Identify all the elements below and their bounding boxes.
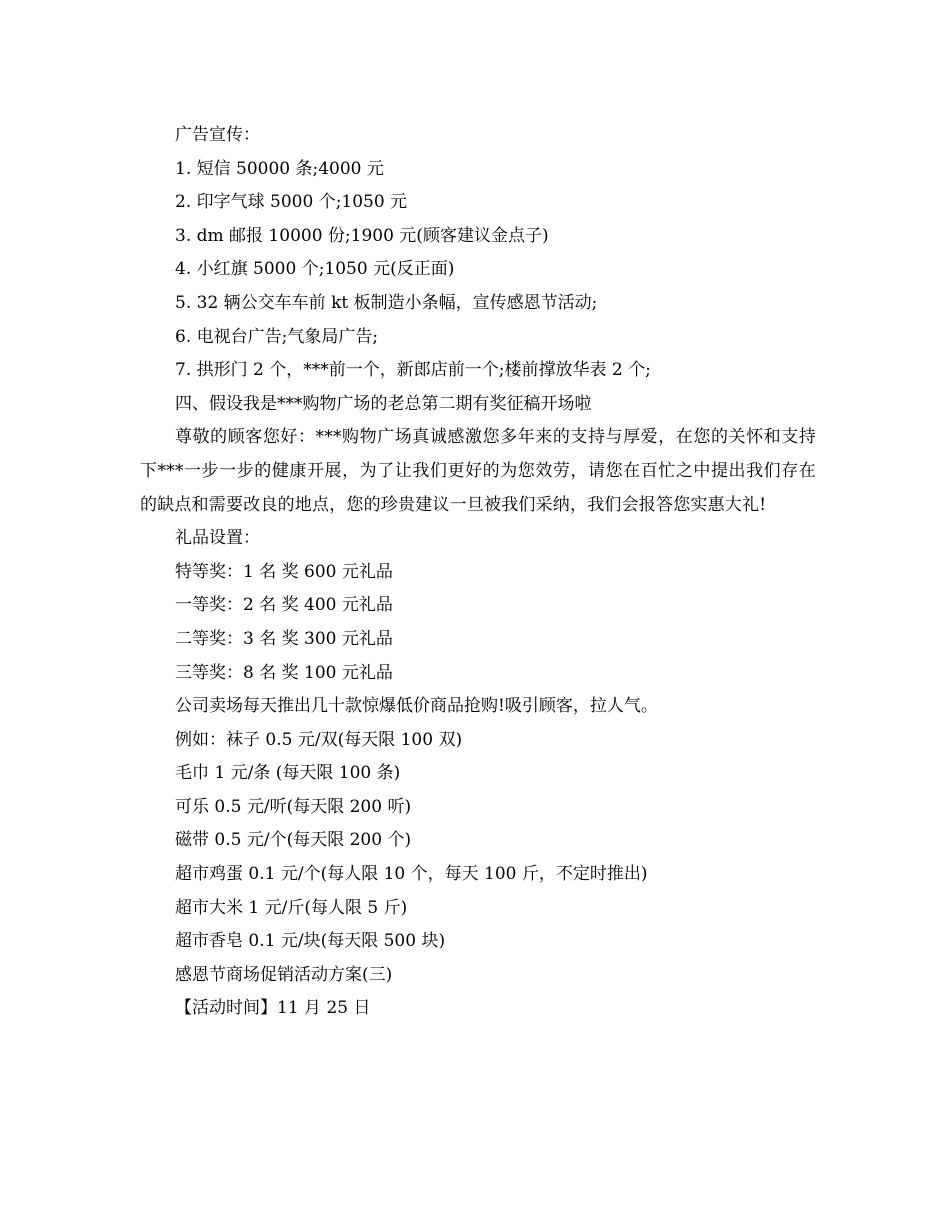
deal-line: 超市鸡蛋 0.1 元/个(每人限 10 个，每天 100 斤，不定时推出): [175, 864, 648, 885]
promo-line: 公司卖场每天推出几十款惊爆低价商品抢购!吸引顾客，拉人气。: [175, 696, 658, 717]
section-title-plan-three: 感恩节商场促销活动方案(三): [175, 964, 393, 985]
list-item: 4. 小红旗 5000 个;1050 元(反正面): [175, 259, 455, 280]
section-heading-advertising: 广告宣传：: [175, 125, 260, 145]
deal-line: 超市香皂 0.1 元/块(每天限 500 块): [175, 931, 446, 952]
document-body: [140, 119, 816, 1026]
list-item: 6. 电视台广告;气象局广告;: [175, 326, 379, 347]
list-item: 1. 短信 50000 条;4000 元: [175, 158, 384, 179]
customer-letter-paragraph: 尊敬的顾客您好：***购物广场真诚感激您多年来的支持与厚爱，在您的关怀和支持下***一步一步的健康开展，为了让我们更好的为您效劳，请您在百忙之中提出我们存在的缺点和需要改良的地点，您的珍贵建议一旦被我们采纳，我们会报答您实惠大礼!: [140, 427, 816, 515]
list-item: 5. 32 辆公交车车前 kt 板制造小条幅，宣传感恩节活动;: [175, 292, 598, 313]
deal-line: 磁带 0.5 元/个(每天限 200 个): [175, 830, 412, 851]
prize-line: 三等奖：8 名 奖 100 元礼品: [175, 662, 393, 683]
deal-line: 例如：袜子 0.5 元/双(每天限 100 双): [175, 729, 463, 750]
list-item: 2. 印字气球 5000 个;1050 元: [175, 192, 408, 213]
section-heading-gifts: 礼品设置：: [175, 528, 260, 549]
deal-line: 超市大米 1 元/斤(每人限 5 斤): [175, 897, 408, 918]
deal-line: 毛巾 1 元/条 (每天限 100 条): [175, 763, 401, 784]
list-item: 7. 拱形门 2 个，***前一个，新郎店前一个;楼前撑放华表 2 个;: [175, 360, 651, 381]
list-item: 3. dm 邮报 10000 份;1900 元(顾客建议金点子): [175, 225, 549, 246]
prize-line: 一等奖：2 名 奖 400 元礼品: [175, 595, 393, 616]
prize-line: 二等奖：3 名 奖 300 元礼品: [175, 628, 393, 649]
section-heading-four: 四、假设我是***购物广场的老总第二期有奖征稿开场啦: [175, 393, 592, 414]
prize-line: 特等奖：1 名 奖 600 元礼品: [175, 561, 393, 582]
activity-time-line: 【活动时间】11 月 25 日: [175, 998, 371, 1019]
deal-line: 可乐 0.5 元/听(每天限 200 听): [175, 796, 412, 817]
